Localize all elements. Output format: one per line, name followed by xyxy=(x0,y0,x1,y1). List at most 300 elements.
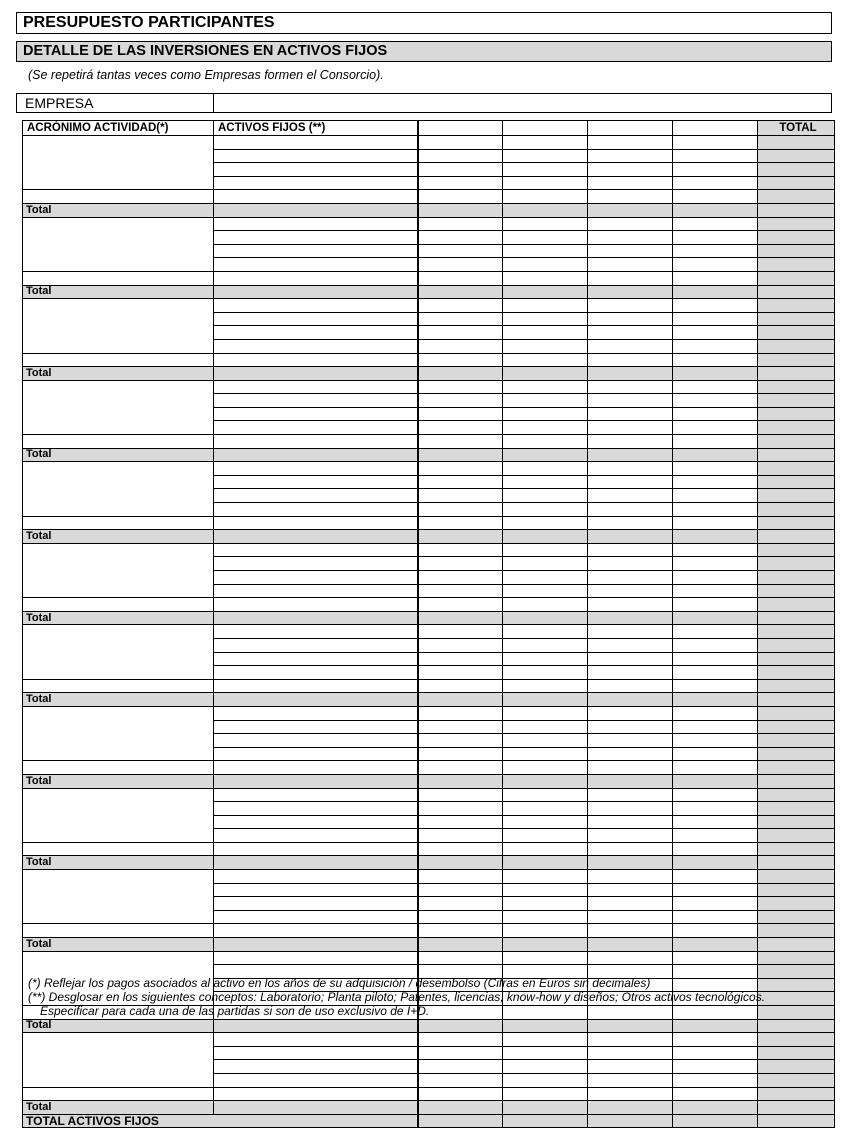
year-cell[interactable] xyxy=(588,503,673,517)
year-cell[interactable] xyxy=(418,380,503,394)
year-cell[interactable] xyxy=(588,1033,673,1047)
acronimo-cell[interactable] xyxy=(23,353,214,367)
year-cell[interactable] xyxy=(673,666,758,680)
year-cell[interactable] xyxy=(418,258,503,272)
year-cell[interactable] xyxy=(588,462,673,476)
year-cell[interactable] xyxy=(588,910,673,924)
year-cell[interactable] xyxy=(503,924,588,938)
year-cell[interactable] xyxy=(503,217,588,231)
year-cell[interactable] xyxy=(588,679,673,693)
year-cell[interactable] xyxy=(673,734,758,748)
year-cell[interactable] xyxy=(418,720,503,734)
year-cell[interactable] xyxy=(418,652,503,666)
year-cell[interactable] xyxy=(418,924,503,938)
year-cell[interactable] xyxy=(503,353,588,367)
activo-cell[interactable] xyxy=(214,244,418,258)
year-cell[interactable] xyxy=(673,706,758,720)
year-cell[interactable] xyxy=(673,897,758,911)
year-cell[interactable] xyxy=(503,1006,588,1020)
year-cell[interactable] xyxy=(418,883,503,897)
year-cell[interactable] xyxy=(588,802,673,816)
year-cell[interactable] xyxy=(418,231,503,245)
year-cell[interactable] xyxy=(418,910,503,924)
year-cell[interactable] xyxy=(418,1046,503,1060)
activo-cell[interactable] xyxy=(214,924,418,938)
year-cell[interactable] xyxy=(503,475,588,489)
year-cell[interactable] xyxy=(418,244,503,258)
acronimo-cell[interactable] xyxy=(23,380,214,434)
activo-cell[interactable] xyxy=(214,176,418,190)
year-cell[interactable] xyxy=(418,407,503,421)
year-cell[interactable] xyxy=(503,543,588,557)
year-cell[interactable] xyxy=(588,706,673,720)
year-cell[interactable] xyxy=(503,720,588,734)
year-cell[interactable] xyxy=(418,190,503,204)
year-cell[interactable] xyxy=(673,353,758,367)
activo-cell[interactable] xyxy=(214,802,418,816)
year-cell[interactable] xyxy=(588,734,673,748)
year-cell[interactable] xyxy=(588,435,673,449)
year-cell[interactable] xyxy=(418,217,503,231)
acronimo-cell[interactable] xyxy=(23,842,214,856)
year-cell[interactable] xyxy=(673,271,758,285)
year-cell[interactable] xyxy=(418,666,503,680)
activo-cell[interactable] xyxy=(214,557,418,571)
acronimo-cell[interactable] xyxy=(23,462,214,516)
year-cell[interactable] xyxy=(503,489,588,503)
activo-cell[interactable] xyxy=(214,706,418,720)
year-cell[interactable] xyxy=(588,244,673,258)
year-cell[interactable] xyxy=(418,1006,503,1020)
year-cell[interactable] xyxy=(588,1046,673,1060)
year-cell[interactable] xyxy=(503,326,588,340)
activo-cell[interactable] xyxy=(214,1087,418,1101)
acronimo-cell[interactable] xyxy=(23,761,214,775)
activo-cell[interactable] xyxy=(214,271,418,285)
year-cell[interactable] xyxy=(418,706,503,720)
activo-cell[interactable] xyxy=(214,1073,418,1087)
year-cell[interactable] xyxy=(503,815,588,829)
year-cell[interactable] xyxy=(418,475,503,489)
year-cell[interactable] xyxy=(588,163,673,177)
activo-cell[interactable] xyxy=(214,543,418,557)
year-cell[interactable] xyxy=(588,897,673,911)
year-cell[interactable] xyxy=(418,1033,503,1047)
year-cell[interactable] xyxy=(418,489,503,503)
year-cell[interactable] xyxy=(673,747,758,761)
activo-cell[interactable] xyxy=(214,747,418,761)
year-cell[interactable] xyxy=(673,190,758,204)
activo-cell[interactable] xyxy=(214,136,418,150)
year-cell[interactable] xyxy=(418,734,503,748)
year-cell[interactable] xyxy=(418,136,503,150)
year-cell[interactable] xyxy=(418,421,503,435)
acronimo-cell[interactable] xyxy=(23,299,214,353)
year-cell[interactable] xyxy=(673,1033,758,1047)
year-cell[interactable] xyxy=(673,965,758,979)
year-cell[interactable] xyxy=(588,258,673,272)
year-cell[interactable] xyxy=(588,883,673,897)
year-cell[interactable] xyxy=(503,190,588,204)
year-cell[interactable] xyxy=(673,1087,758,1101)
year-cell[interactable] xyxy=(418,435,503,449)
year-cell[interactable] xyxy=(503,258,588,272)
activo-cell[interactable] xyxy=(214,598,418,612)
activo-cell[interactable] xyxy=(214,380,418,394)
acronimo-cell[interactable] xyxy=(23,870,214,924)
year-cell[interactable] xyxy=(503,312,588,326)
activo-cell[interactable] xyxy=(214,842,418,856)
acronimo-cell[interactable] xyxy=(23,625,214,679)
year-cell[interactable] xyxy=(418,897,503,911)
acronimo-cell[interactable] xyxy=(23,435,214,449)
activo-cell[interactable] xyxy=(214,1046,418,1060)
year-cell[interactable] xyxy=(673,244,758,258)
year-cell[interactable] xyxy=(673,1060,758,1074)
activo-cell[interactable] xyxy=(214,489,418,503)
year-cell[interactable] xyxy=(673,910,758,924)
year-cell[interactable] xyxy=(588,1060,673,1074)
year-cell[interactable] xyxy=(588,190,673,204)
activo-cell[interactable] xyxy=(214,190,418,204)
year-cell[interactable] xyxy=(673,802,758,816)
year-cell[interactable] xyxy=(673,503,758,517)
year-cell[interactable] xyxy=(418,1073,503,1087)
year-cell[interactable] xyxy=(588,421,673,435)
year-cell[interactable] xyxy=(503,407,588,421)
activo-cell[interactable] xyxy=(214,503,418,517)
year-cell[interactable] xyxy=(588,394,673,408)
year-cell[interactable] xyxy=(673,421,758,435)
year-cell[interactable] xyxy=(588,815,673,829)
year-cell[interactable] xyxy=(673,584,758,598)
year-cell[interactable] xyxy=(503,1033,588,1047)
activo-cell[interactable] xyxy=(214,231,418,245)
acronimo-cell[interactable] xyxy=(23,543,214,597)
year-cell[interactable] xyxy=(588,136,673,150)
year-cell[interactable] xyxy=(588,489,673,503)
year-cell[interactable] xyxy=(418,598,503,612)
year-cell[interactable] xyxy=(673,258,758,272)
year-cell[interactable] xyxy=(503,1046,588,1060)
year-cell[interactable] xyxy=(418,761,503,775)
year-cell[interactable] xyxy=(418,842,503,856)
year-cell[interactable] xyxy=(588,407,673,421)
year-cell[interactable] xyxy=(588,475,673,489)
year-cell[interactable] xyxy=(503,394,588,408)
year-cell[interactable] xyxy=(418,149,503,163)
acronimo-cell[interactable] xyxy=(23,924,214,938)
year-cell[interactable] xyxy=(588,1087,673,1101)
year-cell[interactable] xyxy=(503,149,588,163)
year-cell[interactable] xyxy=(503,163,588,177)
year-cell[interactable] xyxy=(588,149,673,163)
activo-cell[interactable] xyxy=(214,951,418,965)
year-cell[interactable] xyxy=(588,1006,673,1020)
year-cell[interactable] xyxy=(673,761,758,775)
year-cell[interactable] xyxy=(673,394,758,408)
year-cell[interactable] xyxy=(503,503,588,517)
year-cell[interactable] xyxy=(588,747,673,761)
year-cell[interactable] xyxy=(503,136,588,150)
year-cell[interactable] xyxy=(503,951,588,965)
activo-cell[interactable] xyxy=(214,339,418,353)
year-cell[interactable] xyxy=(588,720,673,734)
year-cell[interactable] xyxy=(418,951,503,965)
year-cell[interactable] xyxy=(673,679,758,693)
year-cell[interactable] xyxy=(418,271,503,285)
year-cell[interactable] xyxy=(503,652,588,666)
year-cell[interactable] xyxy=(673,829,758,843)
activo-cell[interactable] xyxy=(214,516,418,530)
year-cell[interactable] xyxy=(503,557,588,571)
activo-cell[interactable] xyxy=(214,421,418,435)
year-cell[interactable] xyxy=(588,842,673,856)
acronimo-cell[interactable] xyxy=(23,516,214,530)
year-cell[interactable] xyxy=(588,584,673,598)
empresa-input[interactable] xyxy=(213,93,832,113)
year-cell[interactable] xyxy=(673,815,758,829)
year-cell[interactable] xyxy=(503,380,588,394)
year-cell[interactable] xyxy=(503,734,588,748)
activo-cell[interactable] xyxy=(214,258,418,272)
year-cell[interactable] xyxy=(588,666,673,680)
year-cell[interactable] xyxy=(673,1046,758,1060)
year-cell[interactable] xyxy=(418,326,503,340)
year-cell[interactable] xyxy=(418,1087,503,1101)
year-cell[interactable] xyxy=(673,516,758,530)
year-cell[interactable] xyxy=(503,870,588,884)
year-cell[interactable] xyxy=(418,802,503,816)
acronimo-cell[interactable] xyxy=(23,788,214,842)
year-cell[interactable] xyxy=(503,910,588,924)
year-cell[interactable] xyxy=(418,679,503,693)
activo-cell[interactable] xyxy=(214,666,418,680)
year-cell[interactable] xyxy=(588,271,673,285)
year-cell[interactable] xyxy=(588,543,673,557)
year-cell[interactable] xyxy=(503,176,588,190)
year-cell[interactable] xyxy=(418,176,503,190)
activo-cell[interactable] xyxy=(214,149,418,163)
activo-cell[interactable] xyxy=(214,435,418,449)
year-cell[interactable] xyxy=(588,557,673,571)
year-cell[interactable] xyxy=(503,299,588,313)
year-cell[interactable] xyxy=(673,231,758,245)
year-cell[interactable] xyxy=(418,829,503,843)
activo-cell[interactable] xyxy=(214,326,418,340)
activo-cell[interactable] xyxy=(214,475,418,489)
activo-cell[interactable] xyxy=(214,217,418,231)
activo-cell[interactable] xyxy=(214,788,418,802)
year-cell[interactable] xyxy=(418,312,503,326)
year-cell[interactable] xyxy=(503,747,588,761)
year-cell[interactable] xyxy=(418,339,503,353)
year-cell[interactable] xyxy=(418,638,503,652)
year-cell[interactable] xyxy=(673,924,758,938)
year-cell[interactable] xyxy=(418,462,503,476)
year-cell[interactable] xyxy=(673,951,758,965)
year-cell[interactable] xyxy=(673,299,758,313)
year-cell[interactable] xyxy=(418,571,503,585)
year-cell[interactable] xyxy=(588,380,673,394)
year-cell[interactable] xyxy=(503,761,588,775)
activo-cell[interactable] xyxy=(214,1060,418,1074)
year-cell[interactable] xyxy=(503,462,588,476)
year-cell[interactable] xyxy=(673,435,758,449)
year-cell[interactable] xyxy=(418,543,503,557)
year-cell[interactable] xyxy=(673,217,758,231)
activo-cell[interactable] xyxy=(214,299,418,313)
year-cell[interactable] xyxy=(503,1073,588,1087)
activo-cell[interactable] xyxy=(214,625,418,639)
year-cell[interactable] xyxy=(503,598,588,612)
year-cell[interactable] xyxy=(503,679,588,693)
year-cell[interactable] xyxy=(673,489,758,503)
activo-cell[interactable] xyxy=(214,1033,418,1047)
acronimo-cell[interactable] xyxy=(23,136,214,190)
year-cell[interactable] xyxy=(588,638,673,652)
year-cell[interactable] xyxy=(588,516,673,530)
year-cell[interactable] xyxy=(673,571,758,585)
activo-cell[interactable] xyxy=(214,312,418,326)
year-cell[interactable] xyxy=(673,870,758,884)
year-cell[interactable] xyxy=(673,326,758,340)
year-cell[interactable] xyxy=(503,584,588,598)
year-cell[interactable] xyxy=(673,339,758,353)
year-cell[interactable] xyxy=(673,475,758,489)
activo-cell[interactable] xyxy=(214,815,418,829)
year-cell[interactable] xyxy=(418,625,503,639)
year-cell[interactable] xyxy=(673,1073,758,1087)
year-cell[interactable] xyxy=(673,557,758,571)
acronimo-cell[interactable] xyxy=(23,190,214,204)
activo-cell[interactable] xyxy=(214,353,418,367)
year-cell[interactable] xyxy=(588,312,673,326)
year-cell[interactable] xyxy=(503,231,588,245)
year-cell[interactable] xyxy=(418,788,503,802)
year-cell[interactable] xyxy=(673,625,758,639)
year-cell[interactable] xyxy=(673,638,758,652)
year-cell[interactable] xyxy=(588,598,673,612)
year-cell[interactable] xyxy=(588,924,673,938)
acronimo-cell[interactable] xyxy=(23,1033,214,1087)
year-cell[interactable] xyxy=(588,761,673,775)
acronimo-cell[interactable] xyxy=(23,598,214,612)
acronimo-cell[interactable] xyxy=(23,1087,214,1101)
year-cell[interactable] xyxy=(673,176,758,190)
activo-cell[interactable] xyxy=(214,734,418,748)
year-cell[interactable] xyxy=(418,815,503,829)
year-cell[interactable] xyxy=(503,788,588,802)
activo-cell[interactable] xyxy=(214,761,418,775)
activo-cell[interactable] xyxy=(214,910,418,924)
year-cell[interactable] xyxy=(673,652,758,666)
year-cell[interactable] xyxy=(588,571,673,585)
year-cell[interactable] xyxy=(588,1073,673,1087)
year-cell[interactable] xyxy=(588,326,673,340)
acronimo-cell[interactable] xyxy=(23,706,214,760)
year-cell[interactable] xyxy=(418,516,503,530)
year-cell[interactable] xyxy=(503,244,588,258)
year-cell[interactable] xyxy=(588,788,673,802)
year-cell[interactable] xyxy=(503,339,588,353)
year-cell[interactable] xyxy=(503,271,588,285)
year-cell[interactable] xyxy=(418,299,503,313)
year-cell[interactable] xyxy=(418,503,503,517)
year-cell[interactable] xyxy=(418,747,503,761)
year-cell[interactable] xyxy=(588,870,673,884)
year-cell[interactable] xyxy=(673,883,758,897)
activo-cell[interactable] xyxy=(214,720,418,734)
activo-cell[interactable] xyxy=(214,462,418,476)
year-cell[interactable] xyxy=(673,136,758,150)
acronimo-cell[interactable] xyxy=(23,217,214,271)
year-cell[interactable] xyxy=(588,231,673,245)
year-cell[interactable] xyxy=(503,435,588,449)
activo-cell[interactable] xyxy=(214,638,418,652)
year-cell[interactable] xyxy=(673,163,758,177)
year-cell[interactable] xyxy=(673,788,758,802)
year-cell[interactable] xyxy=(588,652,673,666)
year-cell[interactable] xyxy=(673,462,758,476)
year-cell[interactable] xyxy=(673,407,758,421)
year-cell[interactable] xyxy=(588,339,673,353)
year-cell[interactable] xyxy=(503,1060,588,1074)
year-cell[interactable] xyxy=(503,829,588,843)
year-cell[interactable] xyxy=(588,217,673,231)
year-cell[interactable] xyxy=(673,380,758,394)
activo-cell[interactable] xyxy=(214,163,418,177)
year-cell[interactable] xyxy=(418,394,503,408)
year-cell[interactable] xyxy=(673,842,758,856)
year-cell[interactable] xyxy=(418,584,503,598)
activo-cell[interactable] xyxy=(214,394,418,408)
year-cell[interactable] xyxy=(588,299,673,313)
year-cell[interactable] xyxy=(503,1087,588,1101)
year-cell[interactable] xyxy=(503,638,588,652)
year-cell[interactable] xyxy=(418,353,503,367)
activo-cell[interactable] xyxy=(214,584,418,598)
year-cell[interactable] xyxy=(503,516,588,530)
year-cell[interactable] xyxy=(418,1060,503,1074)
activo-cell[interactable] xyxy=(214,407,418,421)
year-cell[interactable] xyxy=(673,543,758,557)
year-cell[interactable] xyxy=(588,353,673,367)
year-cell[interactable] xyxy=(588,176,673,190)
year-cell[interactable] xyxy=(673,149,758,163)
activo-cell[interactable] xyxy=(214,870,418,884)
year-cell[interactable] xyxy=(503,666,588,680)
year-cell[interactable] xyxy=(673,598,758,612)
year-cell[interactable] xyxy=(673,1006,758,1020)
activo-cell[interactable] xyxy=(214,829,418,843)
activo-cell[interactable] xyxy=(214,883,418,897)
year-cell[interactable] xyxy=(503,571,588,585)
year-cell[interactable] xyxy=(418,557,503,571)
year-cell[interactable] xyxy=(588,951,673,965)
year-cell[interactable] xyxy=(673,312,758,326)
activo-cell[interactable] xyxy=(214,652,418,666)
activo-cell[interactable] xyxy=(214,897,418,911)
acronimo-cell[interactable] xyxy=(23,679,214,693)
year-cell[interactable] xyxy=(503,842,588,856)
year-cell[interactable] xyxy=(503,897,588,911)
year-cell[interactable] xyxy=(673,720,758,734)
year-cell[interactable] xyxy=(503,625,588,639)
year-cell[interactable] xyxy=(418,163,503,177)
year-cell[interactable] xyxy=(503,706,588,720)
year-cell[interactable] xyxy=(503,883,588,897)
